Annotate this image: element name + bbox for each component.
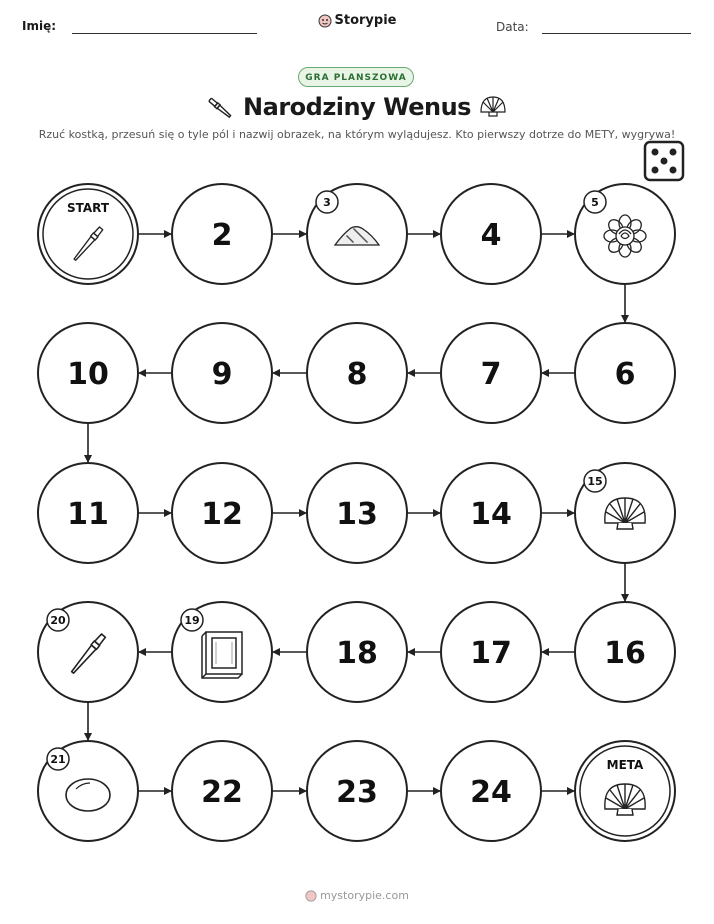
page-title: Narodziny Wenus [243,93,471,121]
space-number: 9 [211,357,233,392]
svg-text:20: 20 [50,614,66,627]
space-number-badge [584,191,606,213]
svg-text:15: 15 [587,475,603,488]
board-space-10[interactable] [38,323,138,423]
space-number: 17 [470,636,512,671]
board-space-9[interactable] [172,323,272,423]
board-space-24[interactable] [441,741,541,841]
board-space-12[interactable] [172,463,272,563]
space-number: 18 [336,636,378,671]
svg-text:3: 3 [323,196,331,209]
board-space-23[interactable] [307,741,407,841]
board-space-5[interactable] [575,184,675,284]
space-number: 7 [480,357,502,392]
space-number: 24 [470,775,512,810]
board-space-18[interactable] [307,602,407,702]
svg-text:21: 21 [50,753,66,766]
board-space-14[interactable] [441,463,541,563]
board-space-25[interactable] [575,741,675,841]
game-type-badge: GRA PLANSZOWA [298,67,414,87]
board-space-21[interactable] [38,741,138,841]
space-number: 11 [67,497,109,532]
name-label: Imię: [22,19,57,33]
space-number-badge [47,748,69,770]
date-label: Data: [496,20,529,34]
board-space-4[interactable] [441,184,541,284]
space-number: 23 [336,775,378,810]
space-number: 6 [614,357,636,392]
storypie-logo-icon [305,890,317,902]
space-number-badge [181,609,203,631]
board-space-22[interactable] [172,741,272,841]
board-space-7[interactable] [441,323,541,423]
space-number: 8 [346,357,368,392]
space-number-badge [584,470,606,492]
space-number: 12 [201,497,243,532]
board-space-2[interactable] [172,184,272,284]
svg-text:5: 5 [591,196,599,209]
footer-url: mystorypie.com [320,889,409,902]
board-space-6[interactable] [575,323,675,423]
space-number: 14 [470,497,512,532]
space-number: 10 [67,357,109,392]
footer [0,889,714,902]
board-space-8[interactable] [307,323,407,423]
board-space-1[interactable] [38,184,138,284]
space-number-badge [47,609,69,631]
space-number: 22 [201,775,243,810]
brand-name: Storypie [334,13,397,28]
board-space-11[interactable] [38,463,138,563]
board-space-3[interactable] [307,184,407,284]
board-space-13[interactable] [307,463,407,563]
board-space-20[interactable] [38,602,138,702]
board-space-16[interactable] [575,602,675,702]
board-space-15[interactable] [575,463,675,563]
space-number: 4 [480,218,502,253]
pearl-icon [66,779,110,811]
svg-text:19: 19 [184,614,200,627]
space-number: 13 [336,497,378,532]
board-space-17[interactable] [441,602,541,702]
instructions-text: Rzuć kostką, przesuń się o tyle pól i nazwij obrazek, na którym wylądujesz. Kto pierwszy dotrze do METY, wygrywa! [38,128,676,141]
space-label: META [606,758,644,772]
space-number-badge [316,191,338,213]
board-space-19[interactable] [172,602,272,702]
space-number: 16 [604,636,646,671]
space-number: 2 [211,218,233,253]
picture-frame-icon [202,632,242,678]
space-label: START [66,201,110,215]
